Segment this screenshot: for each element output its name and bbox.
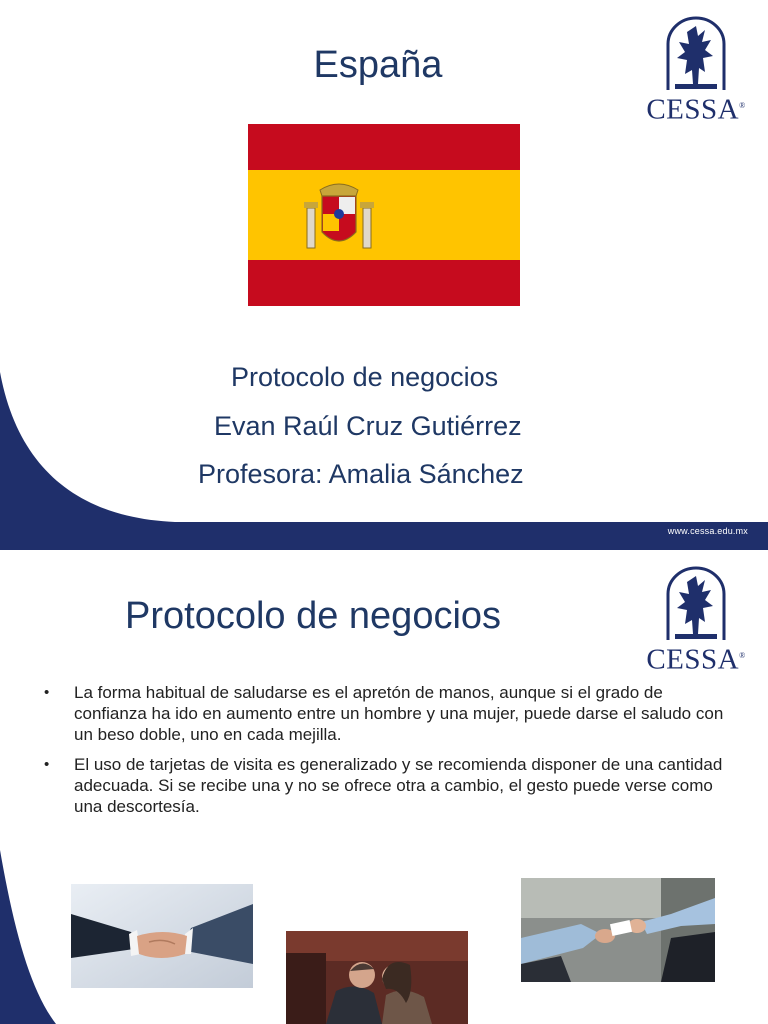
bullet-marker: • xyxy=(44,684,50,701)
cessa-wordmark: CESSA® xyxy=(646,643,746,676)
knight-emblem-icon xyxy=(665,566,727,642)
subtitle-author: Evan Raúl Cruz Gutiérrez xyxy=(214,411,522,441)
slide-title: Protocolo de negocios xyxy=(125,595,502,637)
cessa-logo xyxy=(640,16,752,124)
cessa-logo xyxy=(640,566,752,674)
list-item xyxy=(44,754,724,817)
subtitle-course: Protocolo de negocios xyxy=(231,362,499,392)
slide-title: España xyxy=(313,44,443,86)
subtitle-professor: Profesora: Amalia Sánchez xyxy=(198,459,524,489)
knight-emblem-icon xyxy=(665,16,727,92)
double-kiss-photo xyxy=(286,931,468,1024)
website-url: www.cessa.edu.mx xyxy=(667,526,748,536)
content-slide xyxy=(0,550,768,1024)
list-item xyxy=(44,682,724,745)
spain-flag-icon xyxy=(248,124,520,306)
business-card-exchange-photo xyxy=(521,878,715,982)
cessa-wordmark: CESSA® xyxy=(646,93,746,126)
handshake-photo xyxy=(71,884,253,988)
bullet-marker: • xyxy=(44,756,50,773)
bullet-text: La forma habitual de saludarse es el apretón de manos, aunque si el grado de confianza ha ido en aumento entre un hombre y una mujer, puede darse el saludo con un beso doble, uno en cada mejilla. xyxy=(74,683,724,744)
bullet-text: El uso de tarjetas de visita es generalizado y se recomienda disponer de una cantidad adecuada. Si se recibe una y no se ofrece otra a cambio, el gesto puede verse como una descortesía. xyxy=(74,755,723,816)
bullet-list xyxy=(44,682,724,826)
